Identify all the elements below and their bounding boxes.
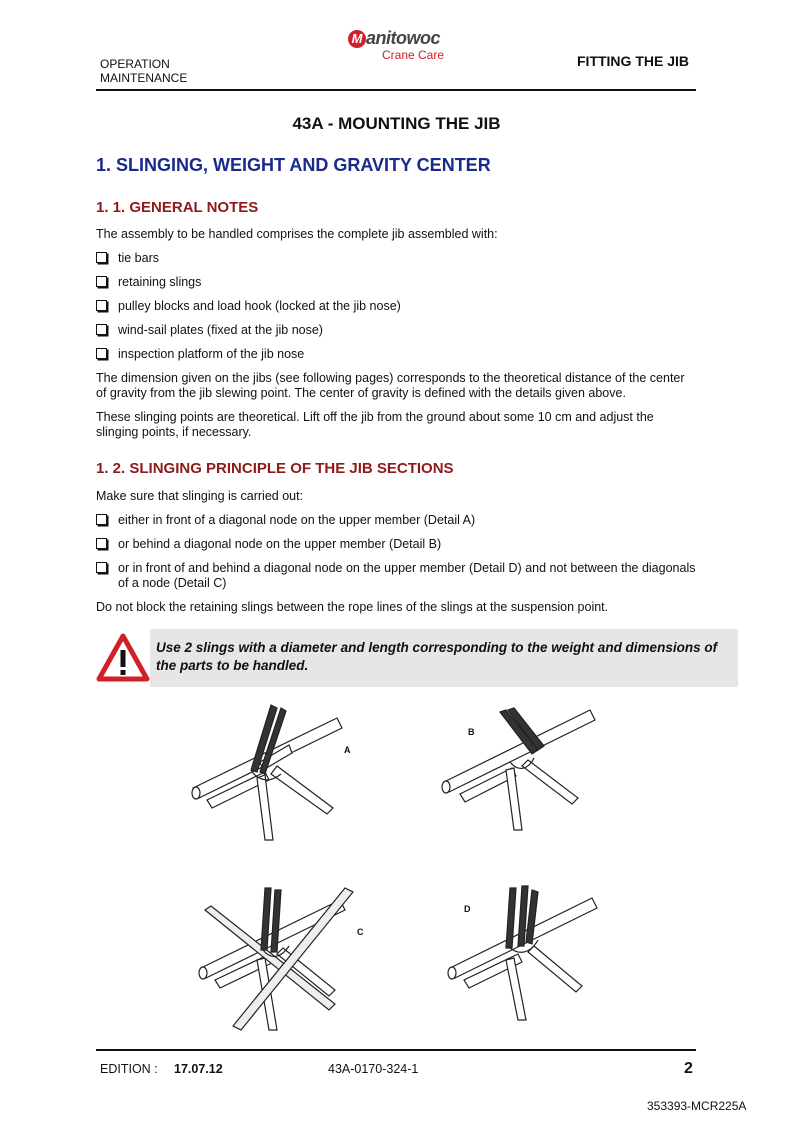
figure-label-b: B [468,727,475,737]
footer-divider [96,1049,696,1051]
detail-d-illustration [440,880,610,1025]
logo-subtitle: Crane Care [382,48,445,62]
logo-m-icon: M [348,30,366,48]
logo-wordmark: anitowoc [366,28,441,48]
general-notes-intro: The assembly to be handled comprises the complete jib assembled with: [96,227,498,241]
section-heading: 1. SLINGING, WEIGHT AND GRAVITY CENTER [96,155,491,175]
header-section-label [100,57,187,85]
checkbox-bullet-icon [96,252,107,263]
footer-page-number: 2 [684,1060,693,1077]
header-line-maintenance: MAINTENANCE [100,71,188,85]
warning-text: Use 2 slings with a diameter and length corresponding to the weight and dimensions of the parts to be handled. [156,640,718,673]
center-of-gravity-paragraph: The dimension given on the jibs (see following pages) corresponds to the theoretical distance of the center of gravity from the jib slewing point. The center of gravity is defined with the details given above. [96,371,685,400]
footer-doc-id: 353393-MCR225A [647,1099,747,1113]
subsection-heading-slinging-principle: 1. 2. SLINGING PRINCIPLE OF THE JIB SECTIONS [96,460,454,477]
checkbox-bullet-icon [96,324,107,335]
checkbox-bullet-icon [96,538,107,549]
detail-a-illustration [185,700,385,845]
retaining-slings-paragraph: Do not block the retaining slings between the rope lines of the slings at the suspension point. [96,600,609,614]
subsection-heading-general-notes: 1. 1. GENERAL NOTES [96,199,259,216]
figure-label-c: C [357,927,364,937]
checkbox-bullet-icon [96,300,107,311]
figure-label-d: D [464,904,471,914]
warning-triangle-icon [96,633,150,683]
header-divider [96,89,696,91]
slinging-points-paragraph: These slinging points are theoretical. Lift off the jib from the ground about some 10 cm and adjust the slinging points, if necessary. [96,410,654,439]
footer-edition-date: 17.07.12 [174,1062,223,1076]
detail-b-illustration [440,700,610,835]
checkbox-bullet-icon [96,514,107,525]
figure-label-a: A [344,745,351,755]
footer-document-code: 43A-0170-324-1 [328,1062,419,1076]
warning-panel [150,629,738,687]
header-chapter-title: FITTING THE JIB [577,53,689,69]
warning-box [96,629,738,687]
page-title: 43A - MOUNTING THE JIB [292,114,501,133]
manitowoc-logo [348,28,448,68]
detail-c-illustration [185,880,385,1040]
slinging-intro: Make sure that slinging is carried out: [96,489,304,503]
header-line-operation: OPERATION [100,57,170,71]
checkbox-bullet-icon [96,562,107,573]
checkbox-bullet-icon [96,348,107,359]
checkbox-bullet-icon [96,276,107,287]
footer-edition-label: EDITION : [100,1062,158,1076]
